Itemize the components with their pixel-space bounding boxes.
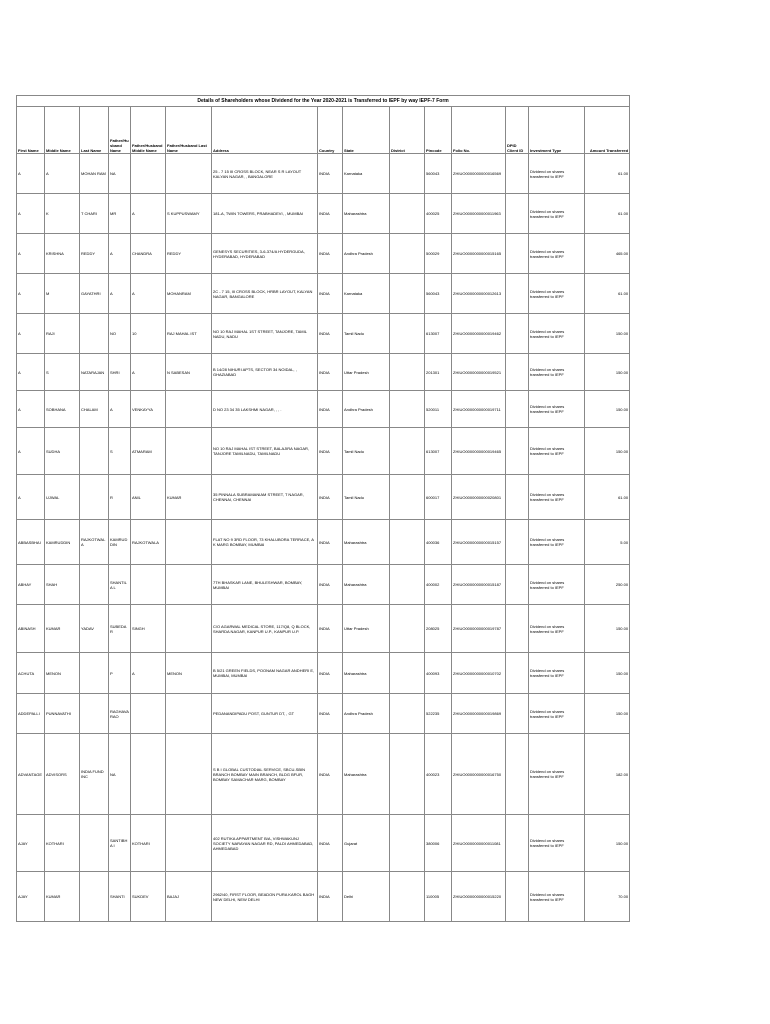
table-cell: 61.00 <box>585 475 630 520</box>
table-row <box>17 653 630 694</box>
table-cell: Uttar Pradesh <box>343 354 390 391</box>
table-cell: Dividend on shares transferred to IEPF <box>529 872 585 922</box>
table-cell: ACHUTA <box>17 653 45 694</box>
table-cell <box>80 694 109 734</box>
table-cell: Dividend on shares transferred to IEPF <box>529 605 585 653</box>
table-cell: BAJAJ <box>166 872 212 922</box>
table-cell <box>506 354 529 391</box>
table-cell: INDIA <box>318 565 343 605</box>
table-cell: 560043 <box>425 154 452 194</box>
table-cell: KOTHARI <box>45 815 80 872</box>
table-cell: S KUPPUSWAMY <box>166 194 212 234</box>
table-cell: INDIA <box>318 475 343 520</box>
table-cell: 520011 <box>425 391 452 428</box>
table-cell <box>506 274 529 314</box>
table-cell: 380006 <box>425 815 452 872</box>
table-cell: 150.00 <box>585 314 630 354</box>
table-cell <box>390 314 425 354</box>
table-cell: A <box>17 354 45 391</box>
table-cell: SHRI <box>109 354 131 391</box>
table-cell: RAJI <box>45 314 80 354</box>
table-cell: 25 - 7 15 III CROSS BLOCK, NEAR S R LAYOUT KALYAN NAGAR, , BANGALORE <box>212 154 318 194</box>
table-cell <box>506 734 529 815</box>
table-cell: MOHANRAM <box>166 274 212 314</box>
column-header: Pincode <box>425 107 452 154</box>
table-row <box>17 354 630 391</box>
table-cell: S B I GLOBAL CUSTODIAL SERVICE, SBCU-SBIN BRANCH BOMBAY MAIN BRANCH, BLDG BFUR, BOMBAY SAMACHAR MARG, BOMBAY <box>212 734 318 815</box>
table-cell: A <box>45 154 80 194</box>
table-cell: A <box>17 274 45 314</box>
table-cell: ZHIUO0000000000011081 <box>452 815 506 872</box>
table-cell <box>506 815 529 872</box>
table-cell <box>390 653 425 694</box>
table-cell: N SABESAN <box>166 354 212 391</box>
table-cell <box>390 520 425 565</box>
table-row <box>17 605 630 653</box>
table-cell: REDDY <box>166 234 212 274</box>
table-cell <box>80 815 109 872</box>
table-cell: Dividend on shares transferred to IEPF <box>529 694 585 734</box>
table-cell: Dividend on shares transferred to IEPF <box>529 815 585 872</box>
table-cell <box>80 565 109 605</box>
table-cell <box>390 274 425 314</box>
table-row <box>17 565 630 605</box>
column-header: Father/Husband Middle Name <box>131 107 166 154</box>
table-body <box>17 154 630 922</box>
table-cell: INDIA <box>318 815 343 872</box>
table-row <box>17 734 630 815</box>
table-cell: A <box>109 391 131 428</box>
table-cell <box>131 154 166 194</box>
table-cell: Maharashtra <box>343 734 390 815</box>
table-cell: RAJKOTWALA <box>80 520 109 565</box>
table-cell: Delhi <box>343 872 390 922</box>
column-header: Investment Type <box>529 107 585 154</box>
table-cell: SUBEDAR <box>109 605 131 653</box>
table-cell: Dividend on shares transferred to IEPF <box>529 428 585 475</box>
table-cell: K <box>45 194 80 234</box>
table-cell: MENON <box>166 653 212 694</box>
table-cell <box>506 314 529 354</box>
column-header: First Name <box>17 107 45 154</box>
table-cell: ZHIUO0000000000015187 <box>452 565 506 605</box>
table-cell <box>390 565 425 605</box>
table-cell <box>506 653 529 694</box>
table-cell: Dividend on shares transferred to IEPF <box>529 565 585 605</box>
column-header: Folio No. <box>452 107 506 154</box>
table-cell: ZHIUO0000000000015157 <box>452 520 506 565</box>
table-cell: 613007 <box>425 428 452 475</box>
table-cell: 400025 <box>425 194 452 234</box>
table-cell <box>390 734 425 815</box>
table-cell: Dividend on shares transferred to IEPF <box>529 234 585 274</box>
table-cell: S <box>109 428 131 475</box>
table-cell <box>166 154 212 194</box>
column-header: Address <box>212 107 318 154</box>
table-cell: Dividend on shares transferred to IEPF <box>529 734 585 815</box>
table-cell: Tamil Nadu <box>343 428 390 475</box>
shareholder-table <box>16 95 630 922</box>
table-cell <box>390 391 425 428</box>
table-cell: Dividend on shares transferred to IEPF <box>529 391 585 428</box>
table-cell: Dividend on shares transferred to IEPF <box>529 520 585 565</box>
table-cell: B 14/28 NIHURI APTS, SECTOR 34 NOIDAL, , GHAZIABAD <box>212 354 318 391</box>
table-cell: 2C - 7 15, III CROSS BLOCK, HRBR LAYOUT, KALYAN NAGAR, BANGALORE <box>212 274 318 314</box>
table-cell: Dividend on shares transferred to IEPF <box>529 194 585 234</box>
table-cell <box>131 565 166 605</box>
table-cell: ADVISORS <box>45 734 80 815</box>
table-cell: Dividend on shares transferred to IEPF <box>529 354 585 391</box>
table-cell: SINGH <box>131 605 166 653</box>
table-cell: KOTHARI <box>131 815 166 872</box>
table-cell: KAMRUD DIN <box>109 520 131 565</box>
table-cell: A <box>17 314 45 354</box>
table-cell: 2962/40, FIRST FLOOR, BEADON PURA KAROL BAGH NEW DELHI, NEW DELHI <box>212 872 318 922</box>
table-cell: AJAY <box>17 872 45 922</box>
table-cell: INDIA <box>318 605 343 653</box>
table-cell: Tamil Nadu <box>343 314 390 354</box>
table-cell: 7TH BHASKAR LANE, BHULESHWAR, BOMBAY, MUMBAI <box>212 565 318 605</box>
table-cell: B 5/21 GREEN FIELDS, POONAM NAGAR ANDHERI E, MUMBAI, MUMBAI <box>212 653 318 694</box>
table-cell: 181-A, TWIN TOWERS, PRABHADEVI, , MUMBAI <box>212 194 318 234</box>
table-cell <box>390 428 425 475</box>
table-cell: ZHIUO0000000000016569 <box>452 154 506 194</box>
table-cell: A <box>17 475 45 520</box>
table-cell: 400002 <box>425 565 452 605</box>
table-cell: RAGHAVA RAO <box>109 694 131 734</box>
table-cell <box>506 194 529 234</box>
table-cell: A <box>131 274 166 314</box>
table-cell: CHANDRA <box>131 234 166 274</box>
table-cell: ADVANTAGE <box>17 734 45 815</box>
table-cell: SHANTI <box>109 872 131 922</box>
table-cell: 150.00 <box>585 694 630 734</box>
table-cell: MOHAN RAM <box>80 154 109 194</box>
table-cell: INDIA <box>318 520 343 565</box>
table-cell <box>506 605 529 653</box>
table-cell <box>166 565 212 605</box>
table-cell: INDIA <box>318 694 343 734</box>
table-cell: 61.00 <box>585 194 630 234</box>
table-cell: CHALAM <box>80 391 109 428</box>
table-cell: A <box>131 354 166 391</box>
table-cell: PUNNAVATHI <box>45 694 80 734</box>
table-cell: INDIA FUND INC <box>80 734 109 815</box>
table-cell: INDIA <box>318 391 343 428</box>
table-cell <box>390 475 425 520</box>
table-cell: 400093 <box>425 653 452 694</box>
table-cell: Maharashtra <box>343 194 390 234</box>
table-cell: 600017 <box>425 475 452 520</box>
table-cell: AJAY <box>17 815 45 872</box>
table-cell: M <box>45 274 80 314</box>
table-cell: VENKAYYA <box>131 391 166 428</box>
table-cell: NATARAJAN <box>80 354 109 391</box>
table-cell <box>390 815 425 872</box>
table-cell: Maharashtra <box>343 520 390 565</box>
table-row <box>17 475 630 520</box>
table-cell: INDIA <box>318 734 343 815</box>
table-cell: P <box>109 653 131 694</box>
table-cell <box>166 815 212 872</box>
table-cell: ZHIUO0000000000019462 <box>452 314 506 354</box>
column-header: State <box>343 107 390 154</box>
table-row <box>17 815 630 872</box>
table-cell: 522235 <box>425 694 452 734</box>
table-cell: A <box>17 428 45 475</box>
table-cell: MR <box>109 194 131 234</box>
table-cell: ABINASH <box>17 605 45 653</box>
table-cell: 182.00 <box>585 734 630 815</box>
table-cell <box>166 605 212 653</box>
table-cell: ATMARAM <box>131 428 166 475</box>
table-row <box>17 520 630 565</box>
table-cell: SUDHA <box>45 428 80 475</box>
table-cell: SOBHANA <box>45 391 80 428</box>
table-cell <box>390 194 425 234</box>
table-cell: 70.00 <box>585 872 630 922</box>
table-cell: 61.00 <box>585 154 630 194</box>
table-cell: S <box>45 354 80 391</box>
table-cell: 400036 <box>425 520 452 565</box>
table-cell <box>390 354 425 391</box>
table-cell: RAJ MAHAL IST <box>166 314 212 354</box>
column-header: Amount Transferred <box>585 107 630 154</box>
table-cell: SHAH <box>45 565 80 605</box>
table-cell <box>506 234 529 274</box>
table-cell: 150.00 <box>585 354 630 391</box>
table-cell: 201301 <box>425 354 452 391</box>
table-cell <box>506 154 529 194</box>
table-cell <box>166 520 212 565</box>
table-cell: INDIA <box>318 314 343 354</box>
table-cell: SHANTILA L <box>109 565 131 605</box>
table-cell: YADAV <box>80 605 109 653</box>
table-cell: Gujarat <box>343 815 390 872</box>
table-row <box>17 391 630 428</box>
column-header: Father/Husband Name <box>109 107 131 154</box>
table-row <box>17 428 630 475</box>
table-cell: Dividend on shares transferred to IEPF <box>529 475 585 520</box>
table-cell: A <box>17 154 45 194</box>
table-cell: A <box>109 234 131 274</box>
table-row <box>17 234 630 274</box>
table-cell: ZHIUO0000000000015165 <box>452 234 506 274</box>
table-cell: Andhra Pradesh <box>343 234 390 274</box>
table-cell: INDIA <box>318 194 343 234</box>
table-row <box>17 872 630 922</box>
table-cell <box>506 694 529 734</box>
table-cell: T CHARI <box>80 194 109 234</box>
table-cell: 150.00 <box>585 605 630 653</box>
table-cell: 10 <box>131 314 166 354</box>
table-cell: NO <box>109 314 131 354</box>
table-cell <box>166 734 212 815</box>
table-cell: ZHIUO0000000000012613 <box>452 274 506 314</box>
table-cell: Dividend on shares transferred to IEPF <box>529 653 585 694</box>
table-cell: KAMRUDDIN <box>45 520 80 565</box>
table-cell: ZHIUO0000000000019521 <box>452 354 506 391</box>
table-cell: NO 10 RAJ MAHAL IST STREET, BALAJIRA NAGAR, TANJORE TAMILNADU, TAMILNADU <box>212 428 318 475</box>
table-cell: Karnataka <box>343 154 390 194</box>
table-cell: INDIA <box>318 234 343 274</box>
table-cell: A <box>17 391 45 428</box>
table-row <box>17 274 630 314</box>
column-header: Country <box>318 107 343 154</box>
table-cell: REDDY <box>80 234 109 274</box>
table-cell: Andhra Pradesh <box>343 694 390 734</box>
table-cell: ZHIUO0000000000019465 <box>452 428 506 475</box>
table-cell <box>390 154 425 194</box>
table-cell: 150.00 <box>585 391 630 428</box>
table-cell: NO 10 RAJ MAHAL 1ST STREET, TANJORE, TAMIL NADU, NADU <box>212 314 318 354</box>
table-cell: 402 RUTIKA APPARTMENT B/A, VISHWAKUNJ SOCIETY NARAYAN NAGAR RD, PALDI AHMEDABAD, AHMEDABAD <box>212 815 318 872</box>
table-cell <box>390 605 425 653</box>
table-cell: NA <box>109 154 131 194</box>
table-cell: INDIA <box>318 872 343 922</box>
table-cell: Dividend on shares transferred to IEPF <box>529 154 585 194</box>
table-cell: INDIA <box>318 274 343 314</box>
table-cell: NA <box>109 734 131 815</box>
table-cell <box>506 872 529 922</box>
table-cell <box>80 653 109 694</box>
table-cell <box>390 694 425 734</box>
table-cell <box>80 428 109 475</box>
table-cell: 61.00 <box>585 274 630 314</box>
table-cell <box>506 391 529 428</box>
column-header: Last Name <box>80 107 109 154</box>
column-header: Father/Husband Last Name <box>166 107 212 154</box>
table-cell: R <box>109 475 131 520</box>
table-cell <box>506 428 529 475</box>
table-cell: Andhra Pradesh <box>343 391 390 428</box>
table-cell: ZHIUO0000000000019711 <box>452 391 506 428</box>
table-cell: INDIA <box>318 428 343 475</box>
table-row <box>17 154 630 194</box>
table-cell: ANIL <box>131 475 166 520</box>
table-cell: MENON <box>45 653 80 694</box>
table-cell: PEDANANDIPADU POST, GUNTUR DT, , GT <box>212 694 318 734</box>
table-cell: ZHIUO0000000000011963 <box>452 194 506 234</box>
table-cell: Uttar Pradesh <box>343 605 390 653</box>
table-cell: 250.00 <box>585 565 630 605</box>
table-cell <box>506 565 529 605</box>
column-header: Middle Name <box>45 107 80 154</box>
table-cell: A <box>109 274 131 314</box>
table-title: Details of Shareholders whose Dividend for the Year 2020-2021 is Transferred to IEPF by way IEPF-7 Form <box>17 96 630 107</box>
table-cell: A <box>131 194 166 234</box>
table-cell <box>166 694 212 734</box>
table-cell: ZHIUO0000000000010702 <box>452 653 506 694</box>
table-cell: SUKDEV <box>131 872 166 922</box>
table-cell <box>80 475 109 520</box>
table-cell: KUMAR <box>45 605 80 653</box>
table-cell: C/O AGARWAL MEDICAL STORE, 117/Q8, Q BLOCK, SHARDA NAGAR, KANPUR U.P., KANPUR U.P. <box>212 605 318 653</box>
table-cell: FLAT NO 9 3RD FLOOR, 73 KHALUBORA TERRACE, A K MARG BOMBAY, MUMBAI <box>212 520 318 565</box>
table-cell: ZHIUO0000000000019869 <box>452 694 506 734</box>
table-cell: Maharashtra <box>343 565 390 605</box>
table-cell: A <box>17 234 45 274</box>
table-row <box>17 314 630 354</box>
table-row <box>17 194 630 234</box>
table-cell: D NO 23 34 35 LAKSHMI NAGAR, , , . <box>212 391 318 428</box>
table-cell: A <box>17 194 45 234</box>
table-cell: 613007 <box>425 314 452 354</box>
table-cell: Dividend on shares transferred to IEPF <box>529 314 585 354</box>
table-cell: 5.00 <box>585 520 630 565</box>
table-cell <box>166 391 212 428</box>
table-cell: ZHIUO0000000000019787 <box>452 605 506 653</box>
table-cell <box>390 872 425 922</box>
table-cell: 560043 <box>425 274 452 314</box>
table-cell: 35 PINNALA SUBRAMANIAM STREET, T NAGAR, CHENNAI, CHENNAI <box>212 475 318 520</box>
table-cell: Dividend on shares transferred to IEPF <box>529 274 585 314</box>
table-cell <box>506 475 529 520</box>
table-cell: Tamil Nadu <box>343 475 390 520</box>
table-cell: KUMAR <box>166 475 212 520</box>
column-header: District <box>390 107 425 154</box>
table-cell: Karnataka <box>343 274 390 314</box>
table-cell: 150.00 <box>585 815 630 872</box>
column-header: DPID Client ID <box>506 107 529 154</box>
table-cell <box>506 520 529 565</box>
table-cell <box>131 734 166 815</box>
table-row <box>17 694 630 734</box>
table-cell: 150.00 <box>585 428 630 475</box>
table-cell: INDIA <box>318 653 343 694</box>
table-cell <box>80 872 109 922</box>
header-row <box>17 107 630 154</box>
table-cell <box>166 428 212 475</box>
table-cell: INDIA <box>318 354 343 391</box>
table-cell: GAYATHRI <box>80 274 109 314</box>
table-cell: SANTIBHA I <box>109 815 131 872</box>
table-cell: 150.00 <box>585 653 630 694</box>
table-cell: A <box>131 653 166 694</box>
table-cell <box>80 314 109 354</box>
table-cell: Maharashtra <box>343 653 390 694</box>
table-cell: 500029 <box>425 234 452 274</box>
table-cell: 400023 <box>425 734 452 815</box>
table-cell: UJWAL <box>45 475 80 520</box>
table-cell: 465.00 <box>585 234 630 274</box>
table-cell: 208025 <box>425 605 452 653</box>
table-cell <box>131 694 166 734</box>
spreadsheet <box>16 95 629 922</box>
table-cell: KRISHNA <box>45 234 80 274</box>
table-cell: INDIA <box>318 154 343 194</box>
table-cell: GENESYS SECURITIES, 3-6-374/A HYDERGUDA, HYDERABAD, HYDERABAD <box>212 234 318 274</box>
table-cell: KUMAR <box>45 872 80 922</box>
table-cell: ZHIUO0000000000015220 <box>452 872 506 922</box>
table-cell: RAJKOTWALA <box>131 520 166 565</box>
table-cell <box>390 234 425 274</box>
table-cell: ZHIUO0000000000020801 <box>452 475 506 520</box>
table-cell: ZHIUO0000000000016750 <box>452 734 506 815</box>
table-cell: ADDEPALLI <box>17 694 45 734</box>
table-cell: ABHAY <box>17 565 45 605</box>
table-cell: ABBASBHAI <box>17 520 45 565</box>
table-cell: 110005 <box>425 872 452 922</box>
